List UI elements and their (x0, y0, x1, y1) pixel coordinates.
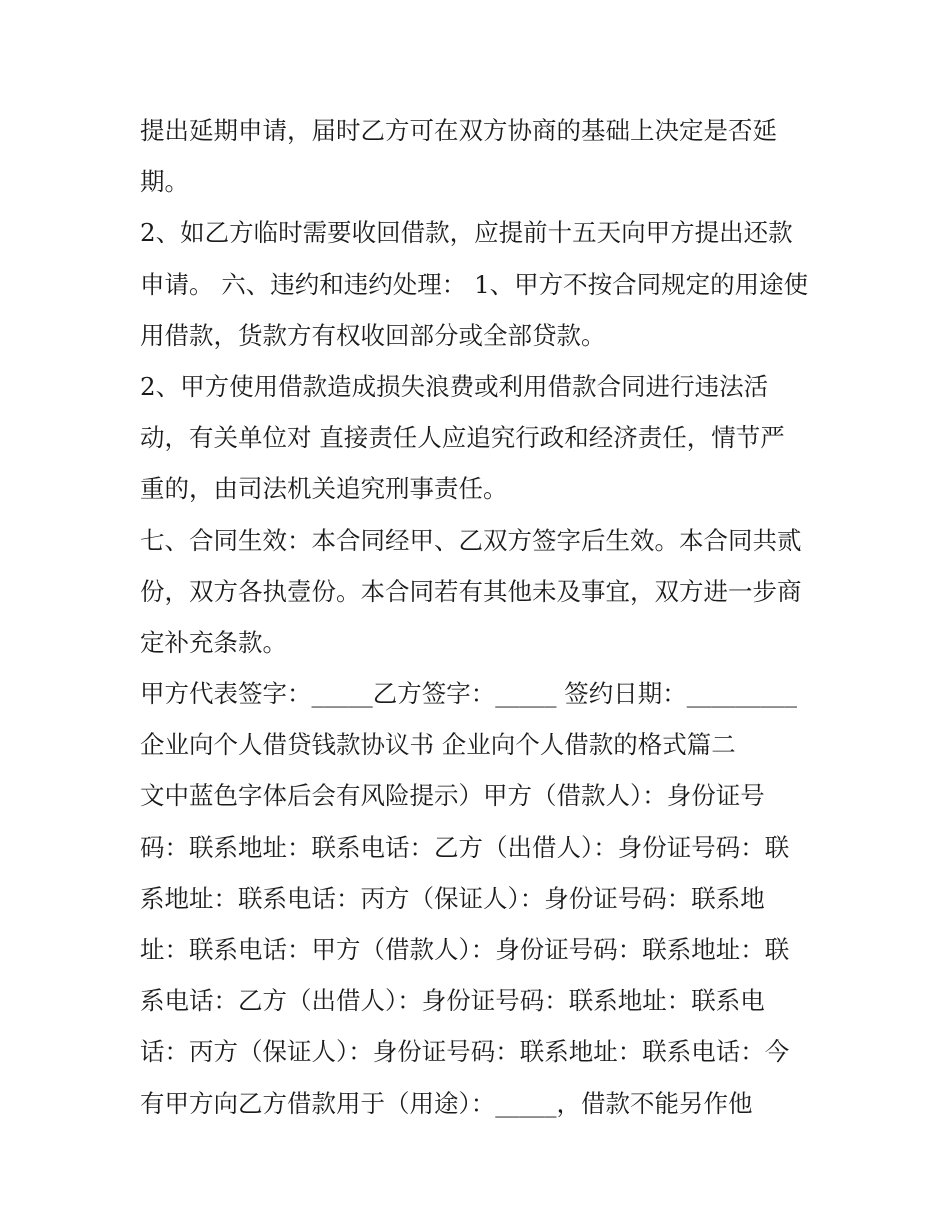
text-line: 系电话：乙方（出借人）：身份证号码：联系地址：联系电 (140, 986, 765, 1016)
text-line: 有甲方向乙方借款用于（用途）：_____，借款不能另作他 (140, 1088, 753, 1118)
text-line: 2、如乙方临时需要收回借款，应提前十五天向甲方提出还款 (140, 218, 793, 248)
text-line: 址：联系电话：甲方（借款人）：身份证号码：联系地址：联 (140, 935, 790, 964)
text-line: 话：丙方（保证人）：身份证号码：联系地址：联系电话：今 (140, 1037, 790, 1067)
text-line: 系地址：联系电话：丙方（保证人）：身份证号码：联系地 (140, 883, 765, 913)
text-line: 2、甲方使用借款造成损失浪费或利用借款合同进行违法活 (140, 371, 769, 401)
text-line: 动，有关单位对 直接责任人应追究行政和经济责任，情节严 (140, 423, 785, 453)
text-line: 申请。 六、违约和违约处理： 1、甲方不按合同规定的用途使 (140, 269, 809, 299)
text-line: 定补充条款。 (140, 627, 287, 657)
text-line: 码：联系地址：联系电话：乙方（出借人）：身份证号码：联 (140, 832, 790, 862)
section-title: 企业向个人借贷钱款协议书 企业向个人借款的格式篇二 (140, 730, 736, 760)
signature-line: 甲方代表签字：_____乙方签字：_____ 签约日期：_________ (140, 679, 798, 709)
text-line: 七、合同生效：本合同经甲、乙双方签字后生效。本合同共贰 (140, 525, 802, 555)
document-body (140, 105, 830, 1129)
text-line: 用借款，货款方有权收回部分或全部贷款。 (140, 320, 606, 350)
text-line: 文中蓝色字体后会有风险提示）甲方（借款人）：身份证号 (140, 781, 765, 811)
text-line: 期。 (140, 167, 189, 197)
text-line: 重的，由司法机关追究刑事责任。 (140, 474, 508, 504)
text-line: 份，双方各执壹份。本合同若有其他未及事宜，双方进一步商 (140, 576, 802, 606)
text-line: 提出延期申请，届时乙方可在双方协商的基础上决定是否延 (140, 116, 777, 145)
